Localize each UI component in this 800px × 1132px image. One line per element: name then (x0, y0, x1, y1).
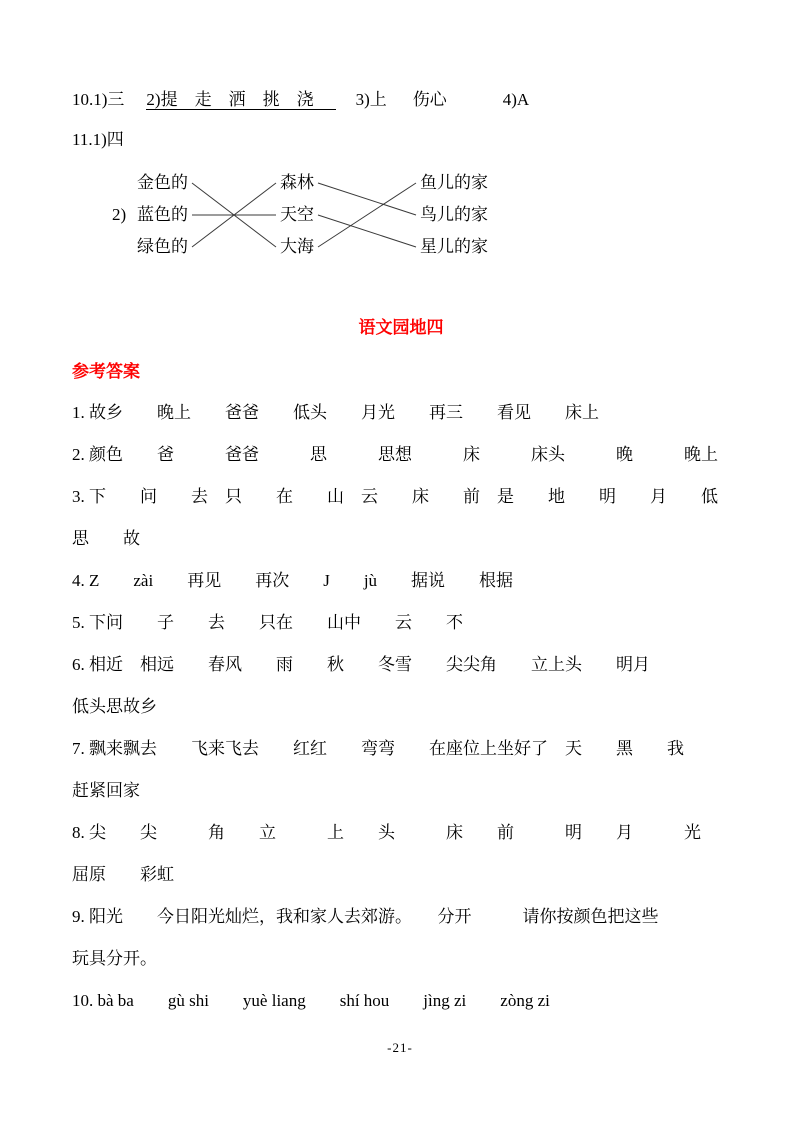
answer-line: 1. 故乡 晚上 爸爸 低头 月光 再三 看见 床上 (72, 403, 599, 422)
answer-segment: 伤心 (412, 90, 447, 109)
answer-line: 低头思故乡 (72, 697, 157, 716)
answer-segment: 3)上 (355, 90, 387, 109)
answer-line: 7. 飘来飘去 飞来飞去 红红 弯弯 在座位上坐好了 天 黑 我 (72, 739, 684, 758)
answer-line: 2. 颜色 爸 爸爸 思 思想 床 床头 晚 晚上 (72, 445, 718, 464)
answer-line: 4. Z zài 再见 再次 J jù 据说 根据 (72, 571, 514, 590)
answer-line: 5. 下问 子 去 只在 山中 云 不 (72, 613, 463, 632)
answer-line: 3. 下 问 去 只 在 山 云 床 前 是 地 明 月 低 (72, 487, 718, 506)
answers-list (72, 392, 730, 1022)
matching-word: 星儿的家 (420, 237, 488, 256)
matching-word: 金色的 (137, 173, 188, 192)
matching-word: 森林 (280, 173, 314, 192)
connector-line (318, 183, 416, 247)
matching-word: 绿色的 (137, 237, 188, 256)
underlined-answer: 2)提 走 洒 挑 浇 (146, 90, 335, 110)
answer-line: 10. bà ba gù shi yuè liang shí hou jìng zi zòng zi (72, 991, 550, 1010)
section-title: 语文园地四 (358, 318, 444, 337)
line-10 (72, 88, 730, 112)
connector-line (318, 183, 416, 215)
matching-word: 天空 (280, 205, 314, 224)
page-number: -21- (387, 1040, 413, 1055)
answer-line: 赶紧回家 (72, 781, 140, 800)
line-11: 11.1)四 (72, 130, 124, 149)
answer-line: 玩具分开。 (72, 949, 157, 968)
connector-line (318, 215, 416, 247)
answer-line: 6. 相近 相远 春风 雨 秋 冬雪 尖尖角 立上头 明月 (72, 655, 650, 674)
matching-word: 大海 (280, 237, 314, 256)
answer-key-heading: 参考答案 (72, 362, 140, 381)
answer-line: 思 故 (72, 529, 140, 548)
matching-word: 鸟儿的家 (420, 205, 488, 224)
matching-label: 2) (112, 205, 127, 224)
answer-segment: 10.1)三 (72, 90, 125, 109)
matching-word: 蓝色的 (137, 205, 188, 224)
matching-diagram (112, 172, 730, 264)
matching-word: 鱼儿的家 (420, 173, 488, 192)
answer-line: 屈原 彩虹 (72, 865, 174, 884)
answer-line: 9. 阳光 今日阳光灿烂，我和家人去郊游。 分开 请你按颜色把这些 (72, 907, 659, 926)
answer-line: 8. 尖 尖 角 立 上 头 床 前 明 月 光 (72, 823, 701, 842)
answer-segment: 4)A (502, 90, 530, 109)
